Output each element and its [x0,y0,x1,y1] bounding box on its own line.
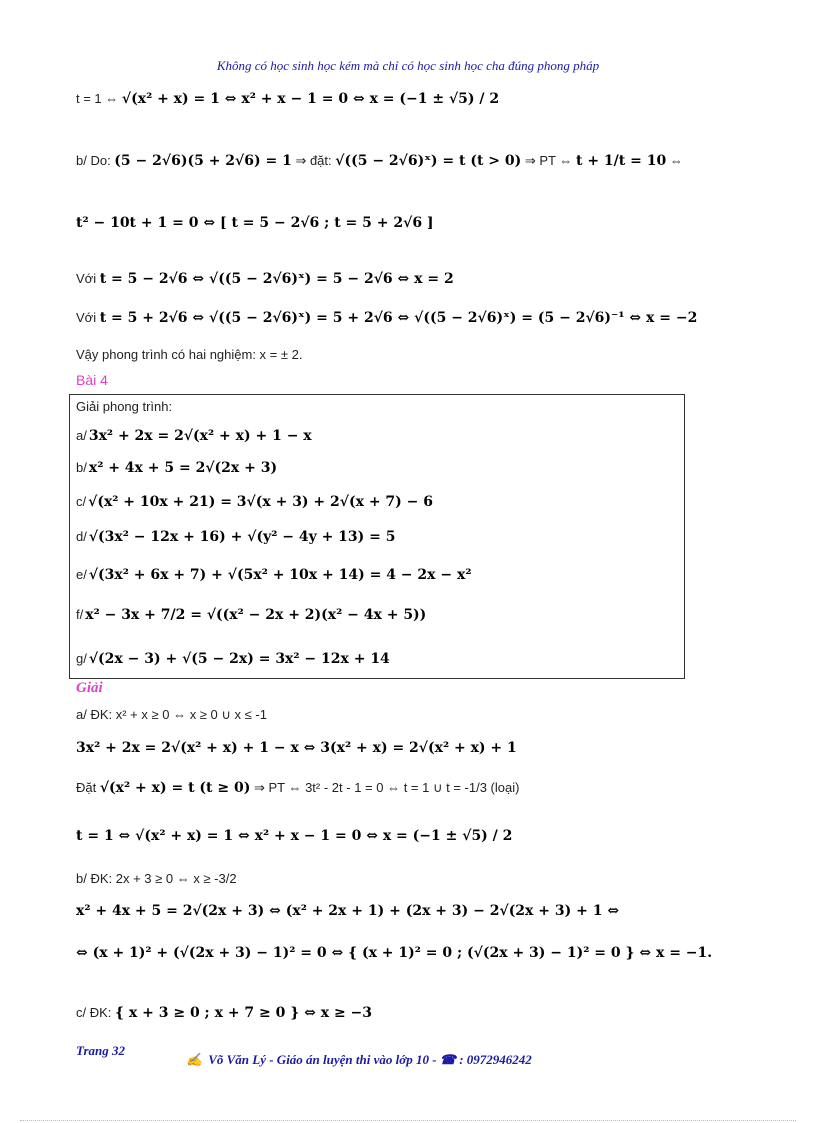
box-lines-b5 [76,564,471,587]
box-lines-b7 [76,648,390,671]
text-segment: Giải phong trình: [76,399,173,414]
text-segment: x² + 4x + 5 = 2√(2x + 3) ⇔ (x² + 2x + 1) + (2x + 3) − 2√(2x + 3) + 1 ⇔ [76,903,620,919]
text-segment: √(x² + x) = t (t ≥ 0) [99,780,251,796]
text-segment: Vậy phong trình có hai nghiệm: x = ± 2. [76,347,303,362]
box-lines-b1 [76,425,312,448]
text-segment: x² + 4x + 5 = 2√(2x + 3) [88,460,278,476]
text-segment: t = 1 ⇔ [76,91,122,106]
text-segment: Với [76,310,100,325]
box-lines-b2 [76,457,277,480]
solution-lines-s2 [76,737,517,760]
lines-l3 [76,212,434,235]
text-segment: (5 − 2√6)(5 + 2√6) = 1 [114,153,292,169]
text-segment: t = 1 ⇔ √(x² + x) = 1 ⇔ x² + x − 1 = 0 ⇔ x = (−1 ± √5) / 2 [76,828,513,844]
lines-l2 [76,150,683,173]
text-segment: ⇒ đặt: [291,153,336,168]
solution-lines-s7 [76,942,712,965]
lines-l5 [76,307,697,330]
text-segment: ⇔ (x + 1)² + (√(2x + 3) − 1)² = 0 ⇔ { (x + 1)² = 0 ; (√(2x + 3) − 1)² = 0 } ⇔ x = −1. [76,945,713,961]
text-segment: √(x² + 10x + 21) = 3√(x + 3) + 2√(x + 7) − 6 [88,494,434,510]
text-segment: { x + 3 ≥ 0 ; x + 7 ≥ 0 } ⇔ x ≥ −3 [115,1005,373,1021]
text-segment: √(3x² + 6x + 7) + √(5x² + 10x + 14) = 4 − 2x − x² [88,567,472,583]
solution-lines-s1 [76,704,267,727]
lines-l1 [76,88,499,111]
text-segment: g/ [76,651,87,666]
text-segment: √(x² + x) = 1 ⇔ x² + x − 1 = 0 ⇔ x = (−1 ± √5) / 2 [121,91,500,107]
text-segment: x² − 3x + 7/2 = √((x² − 2x + 2)(x² − 4x + 5)) [85,607,427,623]
text-segment: a/ [76,428,87,443]
text-segment: Bài 4 [76,372,108,388]
text-segment: f/ [76,607,84,622]
text-segment: ⇔ [666,153,683,168]
text-segment: e/ [76,567,87,582]
solution-lines-s3 [76,777,519,800]
text-segment: d/ [76,529,87,544]
text-segment: b/ ĐK: 2x + 3 ≥ 0 ⇔ x ≥ -3/2 [76,871,237,886]
footer-author [186,1052,532,1068]
text-segment: √((5 − 2√6)ˣ) = t (t > 0) [335,153,522,169]
box-lines-b0 [76,396,172,419]
page-header: Không có học sinh học kém mà chỉ có học sinh học cha đúng phong pháp [216,58,600,73]
text-segment: c/ ĐK: [76,1005,116,1020]
text-segment: t = 5 − 2√6 ⇔ √((5 − 2√6)ˣ) = 5 − 2√6 ⇔ x = 2 [99,271,454,287]
text-segment: t = 5 + 2√6 ⇔ √((5 − 2√6)ˣ) = 5 + 2√6 ⇔ √((5 − 2√6)ˣ) = (5 − 2√6)⁻¹ ⇔ x = −2 [99,310,698,326]
text-segment: t + 1/t = 10 [575,153,667,169]
text-segment: ⇒ PT ⇔ 3t² - 2t - 1 = 0 ⇔ t = 1 ∪ t = -1/3 (loại) [250,780,520,795]
text-segment: ⇒ PT ⇔ [521,153,576,168]
solution-lines-s4 [76,825,512,848]
text-segment: a/ ĐK: x² + x ≥ 0 ⇔ x ≥ 0 ∪ x ≤ -1 [76,707,267,722]
lines-l4 [76,268,454,291]
text-segment: Với [76,271,100,286]
text-segment: 3x² + 2x = 2√(x² + x) + 1 − x ⇔ 3(x² + x) = 2√(x² + x) + 1 [76,740,517,756]
box-lines-b4 [76,526,396,549]
text-segment: 3x² + 2x = 2√(x² + x) + 1 − x [88,428,312,444]
lines-l7 [76,369,108,393]
solution-lines-s8 [76,1002,372,1025]
solution-lines-s6 [76,900,619,923]
box-lines-b3 [76,491,433,514]
text-segment: b/ Do: [76,153,115,168]
solution-lines-s0 [76,677,103,700]
lines-l6 [76,344,302,367]
text-segment: b/ [76,460,87,475]
text-segment: c/ [76,494,87,509]
solution-lines-s5 [76,868,237,891]
text-segment: Đặt [76,780,100,795]
text-segment: t² − 10t + 1 = 0 ⇔ [ t = 5 − 2√6 ; t = 5 + 2√6 ] [76,215,434,231]
box-lines-b6 [76,604,426,627]
pen-icon: ✍ [186,1052,203,1067]
page-number: Trang 32 [76,1043,125,1058]
footer-author-text: Võ Văn Lý - Giáo án luyện thi vào lớp 10 - ☎ : 0972946242 [208,1052,532,1067]
text-segment: √(3x² − 12x + 16) + √(y² − 4y + 13) = 5 [88,529,396,545]
text-segment: √(2x − 3) + √(5 − 2x) = 3x² − 12x + 14 [88,651,390,667]
footer-divider [20,1120,796,1121]
text-segment: Giải [76,680,103,696]
